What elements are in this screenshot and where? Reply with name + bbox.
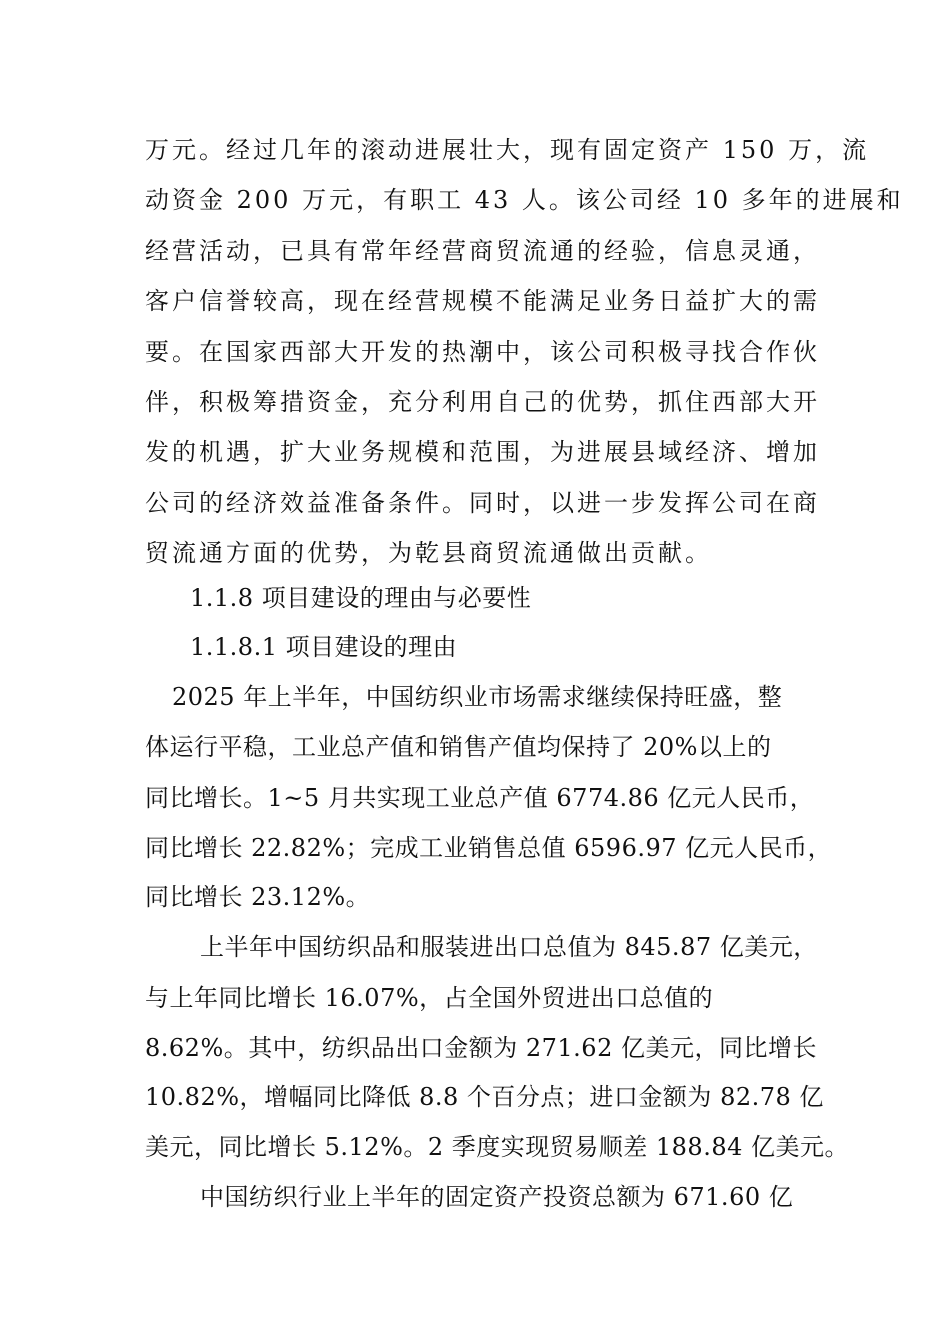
body-text-line: 同比增长 22.82%；完成工业销售总值 6596.97 亿元人民币， bbox=[145, 834, 833, 862]
body-text-line: 同比增长 23.12%。 bbox=[145, 883, 371, 911]
body-text-line: 经营活动，已具有常年经营商贸流通的经验，信息灵通， bbox=[145, 237, 820, 265]
body-text-line: 2025 年上半年，中国纺织业市场需求继续保持旺盛，整 bbox=[172, 683, 783, 711]
body-text-line: 中国纺织行业上半年的固定资产投资总额为 671.60 亿 bbox=[200, 1183, 794, 1211]
body-text-line: 客户信誉较高，现在经营规模不能满足业务日益扩大的需 bbox=[145, 287, 820, 315]
body-text-line: 贸流通方面的优势，为乾县商贸流通做出贡献。 bbox=[145, 539, 712, 567]
section-heading: 1.1.8 项目建设的理由与必要性 bbox=[190, 584, 532, 612]
subsection-heading: 1.1.8.1 项目建设的理由 bbox=[190, 633, 458, 661]
body-text-line: 发的机遇，扩大业务规模和范围，为进展县域经济、增加 bbox=[145, 438, 820, 466]
body-text-line: 伴，积极筹措资金，充分利用自己的优势，抓住西部大开 bbox=[145, 388, 820, 416]
body-text-line: 8.62%。其中，纺织品出口金额为 271.62 亿美元，同比增长 bbox=[145, 1034, 817, 1062]
body-text-line: 上半年中国纺织品和服装进出口总值为 845.87 亿美元， bbox=[200, 933, 818, 961]
body-text-line: 同比增长。1~5 月共实现工业总产值 6774.86 亿元人民币， bbox=[145, 784, 815, 812]
body-text-line: 要。在国家西部大开发的热潮中，该公司积极寻找合作伙 bbox=[145, 338, 820, 366]
body-text-line: 动资金 200 万元，有职工 43 人。该公司经 10 多年的进展和 bbox=[145, 186, 904, 214]
body-text-line: 公司的经济效益准备条件。同时，以进一步发挥公司在商 bbox=[145, 489, 820, 517]
body-text-line: 万元。经过几年的滚动进展壮大，现有固定资产 150 万，流 bbox=[145, 136, 870, 164]
body-text-line: 与上年同比增长 16.07%，占全国外贸进出口总值的 bbox=[145, 984, 714, 1012]
body-text-line: 体运行平稳，工业总产值和销售产值均保持了 20%以上的 bbox=[145, 733, 772, 761]
body-text-line: 美元，同比增长 5.12%。2 季度实现贸易顺差 188.84 亿美元。 bbox=[145, 1133, 850, 1161]
body-text-line: 10.82%，增幅同比降低 8.8 个百分点；进口金额为 82.78 亿 bbox=[145, 1083, 824, 1111]
